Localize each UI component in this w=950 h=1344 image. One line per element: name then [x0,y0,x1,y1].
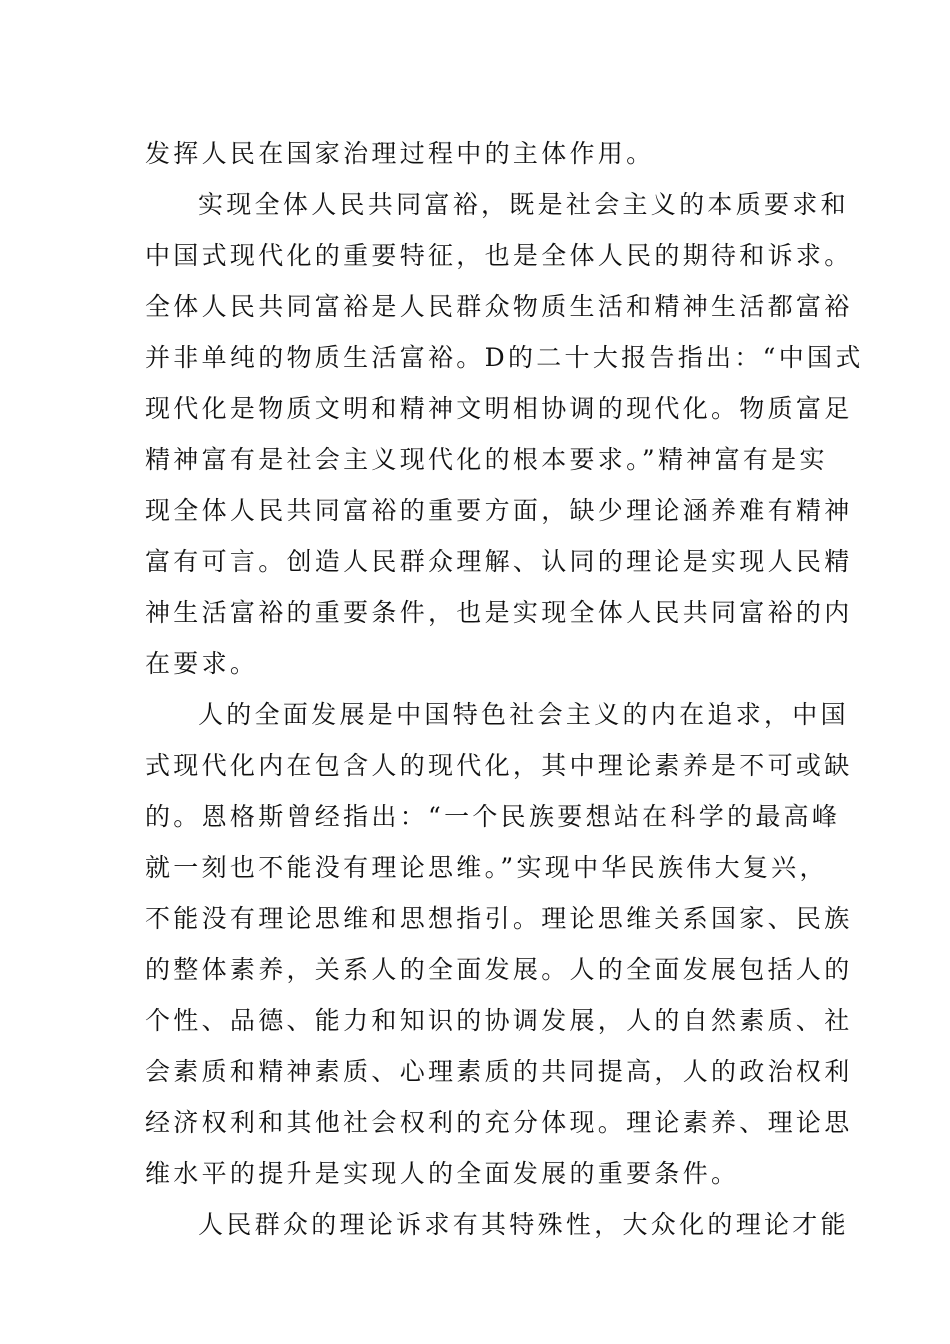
text-line: 发挥人民在国家治理过程中的主体作用。 [145,139,655,168]
paragraph-first-line: 实现全体人民共同富裕，既是社会主义的本质要求和 [198,190,849,219]
text-line: 不能没有理论思维和思想指引。理论思维关系国家、民族 [145,904,853,933]
text-line: 的整体素养，关系人的全面发展。人的全面发展包括人的 [145,955,853,984]
text-line: 神生活富裕的重要条件，也是实现全体人民共同富裕的内 [145,598,853,627]
text-line: 精神富有是社会主义现代化的根本要求。”精神富有是实 [145,445,828,474]
text-line: 式现代化内在包含人的现代化，其中理论素养是不可或缺 [145,751,853,780]
text-line: 中国式现代化的重要特征，也是全体人民的期待和诉求。 [145,241,853,270]
paragraph-first-line: 人的全面发展是中国特色社会主义的内在追求，中国 [198,700,849,729]
paragraph-first-line: 人民群众的理论诉求有其特殊性，大众化的理论才能 [198,1210,849,1239]
body-text [145,128,864,1250]
text-line: 并非单纯的物质生活富裕。D的二十大报告指出：“中国式 [145,343,864,372]
text-line: 在要求。 [145,649,259,678]
text-line: 个性、品德、能力和知识的协调发展，人的自然素质、社 [145,1006,853,1035]
text-line: 现代化是物质文明和精神文明相协调的现代化。物质富足 [145,394,853,423]
text-line: 经济权利和其他社会权利的充分体现。理论素养、理论思 [145,1108,853,1137]
text-line: 富有可言。创造人民群众理解、认同的理论是实现人民精 [145,547,853,576]
text-line: 就一刻也不能没有理论思维。”实现中华民族伟大复兴， [145,853,828,882]
text-line: 维水平的提升是实现人的全面发展的重要条件。 [145,1159,740,1188]
text-line: 会素质和精神素质、心理素质的共同提高，人的政治权利 [145,1057,853,1086]
text-line: 全体人民共同富裕是人民群众物质生活和精神生活都富裕 [145,292,853,321]
text-line: 现全体人民共同富裕的重要方面，缺少理论涵养难有精神 [145,496,853,525]
text-line: 的。恩格斯曾经指出：“一个民族要想站在科学的最高峰 [145,802,841,831]
